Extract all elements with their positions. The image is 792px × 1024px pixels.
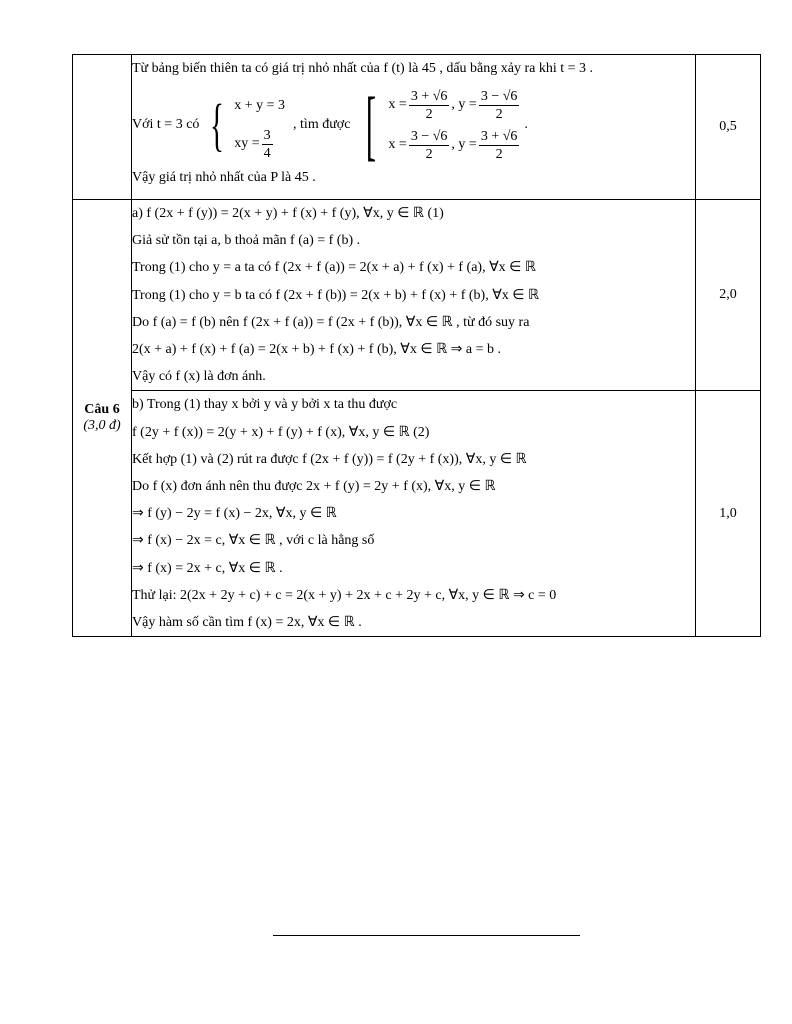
solution-bracket: [ — [366, 81, 377, 168]
solution-2: x = $\frac{3 - √6}{2}$ , y = $\frac{3 + √6}{2}$ — [388, 128, 518, 162]
part-b-line: ⇒ f (y) − 2y = f (x) − 2x, ∀x, y ∈ ℝ — [132, 506, 337, 522]
solution-dot: . — [524, 117, 528, 132]
system-equation-1: x + y = 3 — [234, 98, 286, 113]
part-b-line: Kết hợp (1) và (2) rút ra được f (2x + f (y)) = f (2y + f (x)), ∀x, y ∈ ℝ — [132, 451, 527, 467]
question-label-cell — [73, 200, 132, 637]
part-a-line: Giả sử tồn tại a, b thoả mãn f (a) = f (b) . — [132, 233, 361, 249]
find-text: , tìm được — [293, 117, 351, 132]
voi-prefix: Với t = 3 có — [132, 117, 200, 132]
content-cell-part-a — [132, 200, 696, 391]
fraction-3-4: $\frac{3}{4}$ — [263, 127, 271, 161]
answer-table — [72, 54, 761, 637]
part-b-line: ⇒ f (x) − 2x = c, ∀x ∈ ℝ , với c là hằng số — [132, 533, 375, 549]
part-b-line: Do f (x) đơn ánh nên thu được 2x + f (y) = 2y + f (x), ∀x, y ∈ ℝ — [132, 479, 496, 495]
content-cell-part-b — [132, 391, 696, 637]
part-b-line: f (2y + f (x)) = 2(y + x) + f (y) + f (x), ∀x, y ∈ ℝ (2) — [132, 424, 430, 440]
solution-1: x = $\frac{3 + √6}{2}$ , y = $\frac{3 - √6}{2}$ — [388, 88, 518, 122]
question-label: Câu 6 — [84, 402, 120, 418]
table-row-previous-part — [73, 55, 761, 200]
system-solution-line — [132, 83, 695, 167]
part-a-line: a) f (2x + f (y)) = 2(x + y) + f (x) + f (y), ∀x, y ∈ ℝ (1) — [132, 206, 444, 221]
part-a-line: Trong (1) cho y = b ta có f (2x + f (b)) = 2(x + b) + f (x) + f (b), ∀x ∈ ℝ — [132, 287, 540, 303]
part-b-line: Thử lại: 2(2x + 2y + c) + c = 2(x + y) + 2x + c + 2y + c, ∀x, y ∈ ℝ ⇒ c = 0 — [132, 587, 557, 603]
points-cell: 1,0 — [696, 391, 761, 637]
table-row-part-b — [73, 391, 761, 637]
system-equation-2: xy = $\frac{3}{4}$ — [234, 127, 271, 161]
conclusion-line: Vậy giá trị nhỏ nhất của P là 45 . — [132, 170, 316, 185]
part-a-line: Do f (a) = f (b) nên f (2x + f (a)) = f (2x + f (b)), ∀x ∈ ℝ , từ đó suy ra — [132, 314, 530, 330]
question-cell-empty — [73, 55, 132, 200]
part-a-line: 2(x + a) + f (x) + f (a) = 2(x + b) + f (x) + f (b), ∀x ∈ ℝ ⇒ a = b . — [132, 342, 501, 358]
points-cell: 0,5 — [696, 55, 761, 200]
content-cell-previous-part — [132, 55, 696, 200]
equation-system — [234, 87, 285, 163]
part-a-line: Trong (1) cho y = a ta có f (2x + f (a)) = 2(x + a) + f (x) + f (a), ∀x ∈ ℝ — [132, 260, 536, 276]
part-a-line: Vậy có f (x) là đơn ánh. — [132, 369, 266, 385]
solution-set — [388, 85, 521, 165]
part-b-line: ⇒ f (x) = 2x + c, ∀x ∈ ℝ . — [132, 560, 283, 576]
left-brace: { — [210, 92, 225, 157]
part-b-line: b) Trong (1) thay x bởi y và y bởi x ta thu được — [132, 397, 398, 413]
footer-divider-line — [273, 935, 580, 936]
question-total-points: (3,0 đ) — [83, 418, 121, 434]
table-row-part-a — [73, 200, 761, 391]
points-cell: 2,0 — [696, 200, 761, 391]
part-b-line: Vậy hàm số cần tìm f (x) = 2x, ∀x ∈ ℝ . — [132, 615, 362, 631]
min-value-line: Từ bảng biến thiên ta có giá trị nhỏ nhất của f (t) là 45 , dấu bằng xảy ra khi t = 3 . — [132, 61, 594, 76]
